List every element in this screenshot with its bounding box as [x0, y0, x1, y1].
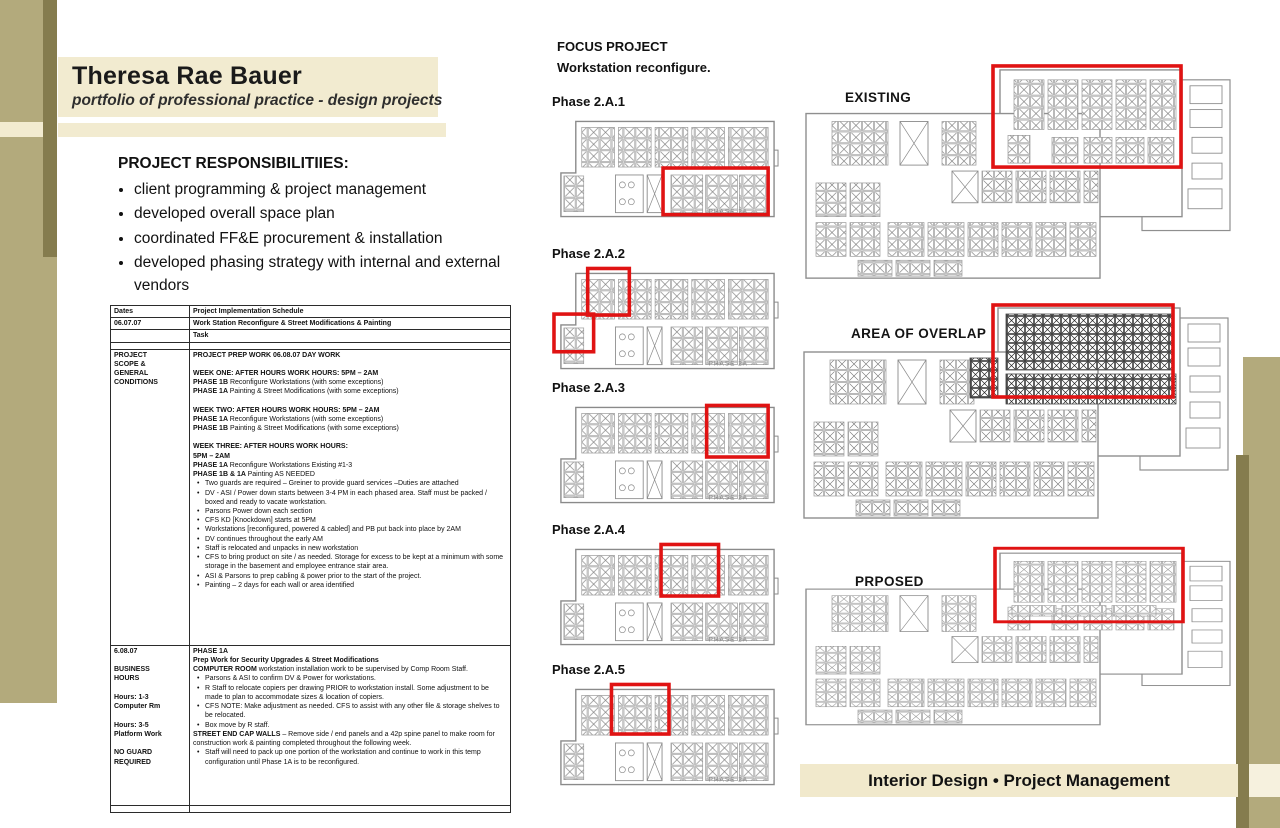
- svg-text:PHASE 2A: PHASE 2A: [708, 494, 749, 502]
- project-responsibilities-section: [118, 155, 510, 299]
- left-accent-bar-dark: [43, 0, 57, 257]
- phase-2a5-block: [552, 662, 784, 796]
- phase-label: Phase 2.A.5: [552, 662, 625, 677]
- focus-project-title: [557, 36, 711, 78]
- right-accent-notch: [1249, 764, 1280, 797]
- phase-2a3-block: [552, 380, 784, 514]
- portfolio-subtitle: portfolio of professional practice - design projects: [72, 92, 443, 109]
- phase-label: Phase 2.A.4: [552, 522, 625, 537]
- floor-plan-phase-2a4: [552, 542, 782, 656]
- task-cell: PROJECT PREP WORK 06.08.07 DAY WORK WEEK ONE: AFTER HOURS WORK HOURS: 5PM – 2AM PHASE 1B Reconfigure Workstations (with some exceptions) PHASE 1A Painting & Street Modifications (with some exceptions) WEEK TWO: AFTER HOURS WORK HOURS: 5PM – 2AM PHASE 1A Reconfigure Workstations (with some exceptions) PHASE 1B Painting & Street Modifications (with some exceptions) WEEK THREE: AFTER HOURS WORK HOURS: 5PM – 2AM PHASE 1A Reconfigure Workstations Existing #1-3 PHASE 1B & 1A Painting AS NEEDED • Two guards are required – Greiner to provide guard services –Duties are attached • DV - ASI / Power down starts between 3-4 PM in each phased area. Staff must be packed / boxed and ready to vacate workstation. • Parsons Power down each section • CFS KD [Knockdown] starts at 5PM • Workstations [reconfigured, powered & cabled] and PB put back into place by 2AM • DV continues throughout the early AM • Staff is relocated and unpacks in new workstation • CFS to bring product on site / as needed. Storage for excess to be kept at a minimum with some storage in the basement and employee entrance stair area. • ASI & Parsons to prep cabling & power prior to the start of the project. • Painting – 2 days for each wall or area identified: [190, 349, 511, 645]
- table-spacer-row: [111, 805, 511, 812]
- svg-text:PHASE 2A: PHASE 2A: [708, 636, 749, 644]
- focus-subtitle-line: Workstation reconfigure.: [557, 60, 711, 75]
- task-cell: Project Implementation Schedule: [190, 306, 511, 318]
- footer-banner-text: Interior Design • Project Management: [868, 771, 1170, 790]
- phase-2a2-block: [552, 246, 784, 380]
- phase-2a1-block: [552, 94, 784, 228]
- table-row: [111, 330, 511, 342]
- table-row: [111, 318, 511, 330]
- date-cell: PROJECT SCOPE & GENERAL CONDITIONS: [111, 349, 190, 645]
- date-cell: Dates: [111, 306, 190, 318]
- responsibility-item: • coordinated FF&E procurement & installation: [134, 228, 510, 250]
- floor-plan-phase-2a1: [552, 114, 782, 228]
- date-cell: 06.07.07: [111, 318, 190, 330]
- svg-text:PHASE 2A: PHASE 2A: [708, 208, 749, 216]
- responsibility-item: • developed overall space plan: [134, 203, 510, 225]
- focus-title-line: FOCUS PROJECT: [557, 39, 668, 54]
- responsibility-item: • developed phasing strategy with internal and external vendors: [134, 252, 510, 297]
- task-cell: Work Station Reconfigure & Street Modifications & Painting: [190, 318, 511, 330]
- author-name: Theresa Rae Bauer: [72, 62, 302, 90]
- task-cell: PHASE 1A Prep Work for Security Upgrades & Street Modifications COMPUTER ROOM workstation installation work to be supervised by Comp Room Staff. • Parsons & ASI to confirm DV & Power for workstations. • R Staff to relocate copiers per drawing PRIOR to workstation install. Some adjustment to be made to plan to accommodate sizes & location of copiers. • CFS NOTE: Make adjustment as needed. CFS to assist with any other file & storage shelves to be relocated. • Box move by R staff. STREET END CAP WALLS – Remove side / end panels and a 42p spine panel to make room for construction work & painting completed throughout the following week. • Staff will need to pack up one portion of the workstation and continue to work in this temp configuration until Phase 1A is to be reconfigured.: [190, 645, 511, 805]
- phase-2a4-block: [552, 522, 784, 656]
- responsibilities-title: PROJECT RESPONSIBILITIIES:: [118, 155, 349, 172]
- table-spacer-row: [111, 342, 511, 349]
- date-cell: 6.08.07 BUSINESS HOURS Hours: 1-3 Computer Rm Hours: 3-5 Platform Work NO GUARD REQUIRED: [111, 645, 190, 805]
- table-row: [111, 306, 511, 318]
- phase-label: Phase 2.A.1: [552, 94, 625, 109]
- table-row: [111, 349, 511, 645]
- schedule-table: [110, 305, 511, 813]
- existing-label: EXISTING: [845, 90, 912, 105]
- date-cell: [111, 330, 190, 342]
- implementation-schedule: [110, 305, 511, 813]
- svg-text:PHASE 2A: PHASE 2A: [708, 360, 749, 368]
- left-accent-notch: [0, 122, 43, 137]
- proposed-label: PRPOSED: [855, 574, 924, 589]
- svg-text:PHASE 2A: PHASE 2A: [708, 776, 749, 784]
- task-cell: Task: [190, 330, 511, 342]
- phase-label: Phase 2.A.3: [552, 380, 625, 395]
- responsibilities-list: [118, 179, 510, 297]
- area-of-overlap-label: AREA OF OVERLAP: [851, 326, 987, 341]
- floor-plan-phase-2a2: [552, 266, 782, 380]
- footer-banner: [800, 764, 1238, 797]
- floor-plan-phase-2a5: [552, 682, 782, 796]
- responsibility-item: • client programming & project management: [134, 179, 510, 201]
- floor-plan-phase-2a3: [552, 400, 782, 514]
- header-underline-band: [58, 123, 446, 137]
- table-row: [111, 645, 511, 805]
- phase-label: Phase 2.A.2: [552, 246, 625, 261]
